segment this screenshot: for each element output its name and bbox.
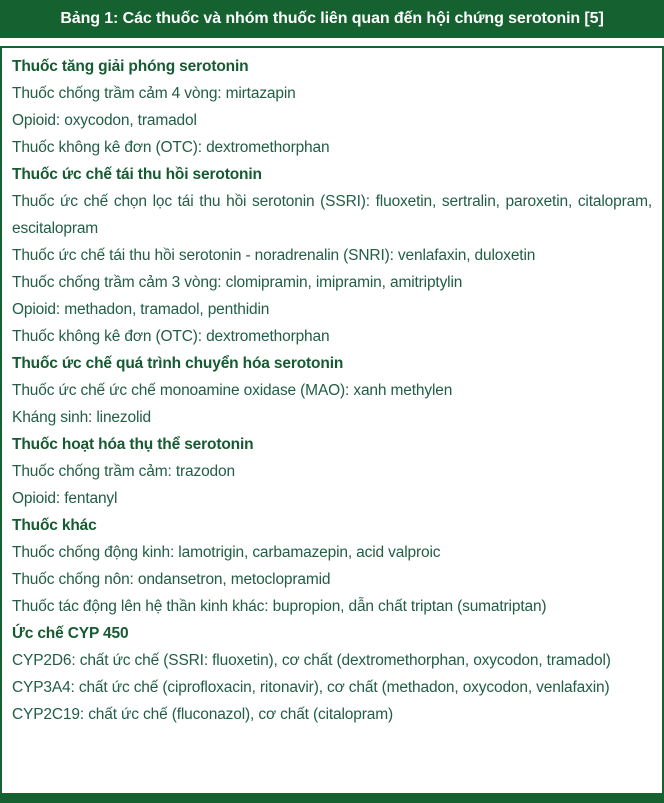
section-heading: Thuốc hoạt hóa thụ thể serotonin bbox=[12, 436, 254, 453]
drug-section bbox=[12, 350, 652, 431]
drug-list-item: Opioid: oxycodon, tramadol bbox=[12, 112, 197, 129]
drug-list-item: Thuốc chống trầm cảm 4 vòng: mirtazapin bbox=[12, 85, 296, 102]
section-heading: Thuốc ức chế quá trình chuyển hóa serotonin bbox=[12, 355, 344, 372]
drug-section bbox=[12, 620, 652, 728]
drug-list-item: CYP2D6: chất ức chế (SSRI: fluoxetin), cơ chất (dextromethorphan, oxycodon, tramadol) bbox=[12, 652, 611, 669]
drug-list-item: Thuốc chống trầm cảm 3 vòng: clomipramin, imipramin, amitriptylin bbox=[12, 274, 463, 291]
drug-section bbox=[12, 161, 652, 350]
table-title: Bảng 1: Các thuốc và nhóm thuốc liên quan đến hội chứng serotonin [5] bbox=[60, 10, 604, 27]
section-heading: Thuốc khác bbox=[12, 517, 97, 534]
drug-section bbox=[12, 512, 652, 620]
section-heading: Thuốc tăng giải phóng serotonin bbox=[12, 58, 249, 75]
drug-list-item: Thuốc chống động kinh: lamotrigin, carbamazepin, acid valproic bbox=[12, 544, 441, 561]
drug-list-item: Thuốc ức chế tái thu hồi serotonin - noradrenalin (SNRI): venlafaxin, duloxetin bbox=[12, 247, 536, 264]
title-body-gap bbox=[0, 38, 664, 46]
drug-list-item: Thuốc chống trầm cảm: trazodon bbox=[12, 463, 235, 480]
drug-list-item: CYP3A4: chất ức chế (ciprofloxacin, ritonavir), cơ chất (methadon, oxycodon, venlafaxin) bbox=[12, 679, 610, 696]
table-title-bar bbox=[0, 0, 664, 38]
drug-list-item: Thuốc ức chế ức chế monoamine oxidase (MAO): xanh methylen bbox=[12, 382, 453, 399]
drug-list-item: Opioid: methadon, tramadol, penthidin bbox=[12, 301, 270, 318]
section-heading: Thuốc ức chế tái thu hồi serotonin bbox=[12, 166, 262, 183]
drug-list-item: Thuốc không kê đơn (OTC): dextromethorphan bbox=[12, 328, 330, 345]
drug-list-item: Thuốc chống nôn: ondansetron, metoclopramid bbox=[12, 571, 331, 588]
drug-list-item: CYP2C19: chất ức chế (fluconazol), cơ chất (citalopram) bbox=[12, 706, 393, 723]
section-heading: Ức chế CYP 450 bbox=[12, 625, 129, 642]
drug-section bbox=[12, 431, 652, 512]
drug-section bbox=[12, 53, 652, 161]
drug-list-item: Opioid: fentanyl bbox=[12, 490, 118, 507]
drug-table-body bbox=[0, 46, 664, 795]
table-footer-stripe bbox=[0, 795, 664, 803]
drug-list-item: Thuốc ức chế chọn lọc tái thu hồi serotonin (SSRI): fluoxetin, sertralin, paroxetin, citalopram, escitalopram bbox=[12, 193, 652, 237]
drug-list-item: Kháng sinh: linezolid bbox=[12, 409, 152, 426]
drug-list-item: Thuốc tác động lên hệ thần kinh khác: bupropion, dẫn chất triptan (sumatriptan) bbox=[12, 598, 547, 615]
drug-list-item: Thuốc không kê đơn (OTC): dextromethorphan bbox=[12, 139, 330, 156]
